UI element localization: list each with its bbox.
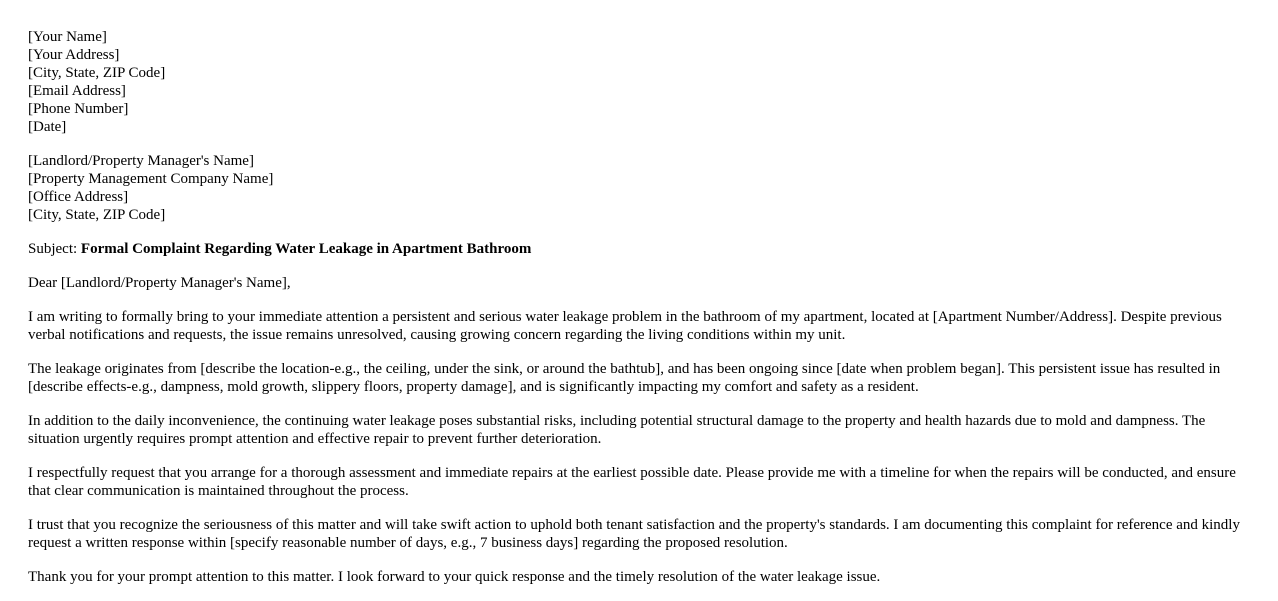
body-paragraph-3: In addition to the daily inconvenience, the continuing water leakage poses substantial risks, including potential structural damage to the property and health hazards due to mold and dampness. The situation urgently requires prompt attention and effective repair to prevent further deterioration. (28, 413, 1206, 447)
closing-paragraph: Thank you for your prompt attention to this matter. I look forward to your quick response and the timely resolution of the water leakage issue. (28, 569, 881, 585)
sender-block (28, 28, 1254, 136)
recipient-company: [Property Management Company Name] (28, 171, 274, 187)
body-paragraph-5: I trust that you recognize the seriousness of this matter and will take swift action to uphold both tenant satisfaction and the property's standards. I am documenting this complaint for reference and kindly request a written response within [specify reasonable number of days, e.g., 7 business days] regarding the proposed resolution. (28, 517, 1240, 551)
subject-text: Formal Complaint Regarding Water Leakage in Apartment Bathroom (80, 241, 532, 257)
sender-email: [Email Address] (28, 83, 126, 99)
recipient-block (28, 152, 1254, 224)
body-paragraph-1: I am writing to formally bring to your immediate attention a persistent and serious water leakage problem in the bathroom of my apartment, located at [Apartment Number/Address]. Despite previous verbal notifications and requests, the issue remains unresolved, causing growing concern regarding the living conditions within my unit. (28, 309, 1222, 343)
subject-line (28, 240, 1254, 258)
salutation: Dear [Landlord/Property Manager's Name], (28, 275, 291, 291)
letter-date: [Date] (28, 119, 67, 135)
body-paragraph-4: I respectfully request that you arrange for a thorough assessment and immediate repairs at the earliest possible date. Please provide me with a timeline for when the repairs will be conducted, and ensure that clear communication is maintained throughout the process. (28, 465, 1236, 499)
body-paragraph-2: The leakage originates from [describe the location-e.g., the ceiling, under the sink, or around the bathtub], and has been ongoing since [date when problem began]. This persistent issue has resulted in [describe effects-e.g., dampness, mold growth, slippery floors, property damage], and is significantly impacting my comfort and safety as a resident. (28, 361, 1221, 395)
sender-phone: [Phone Number] (28, 101, 129, 117)
recipient-city-state-zip: [City, State, ZIP Code] (28, 207, 166, 223)
sender-city-state-zip: [City, State, ZIP Code] (28, 65, 166, 81)
sender-name: [Your Name] (28, 29, 107, 45)
sender-address: [Your Address] (28, 47, 120, 63)
subject-label: Subject: (28, 241, 81, 257)
recipient-address: [Office Address] (28, 189, 129, 205)
recipient-name: [Landlord/Property Manager's Name] (28, 153, 254, 169)
